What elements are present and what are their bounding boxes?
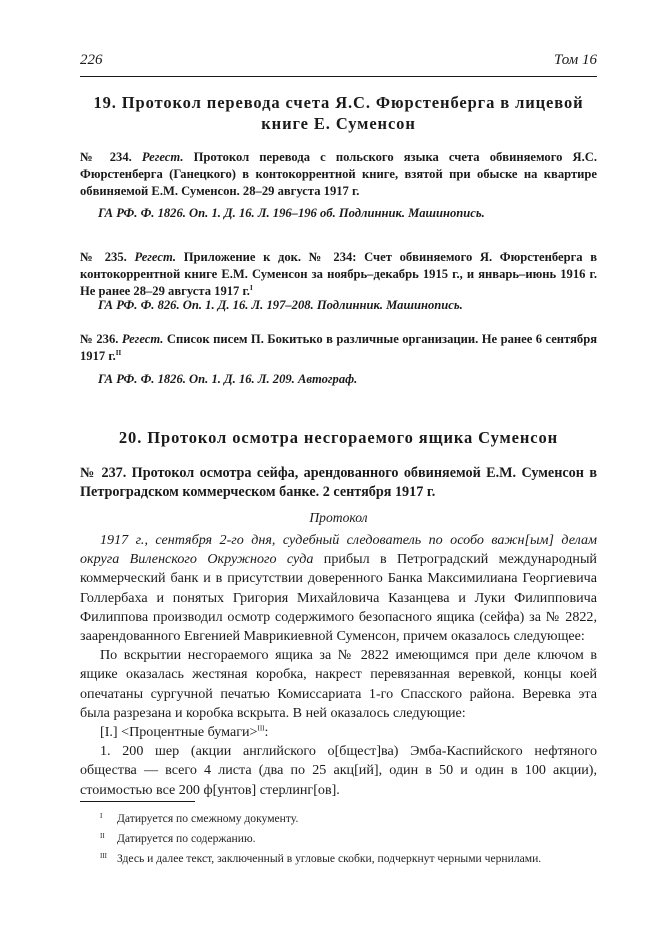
footnote-2 xyxy=(80,829,597,849)
paragraph-1-text: прибыл в Петроградский международный коммерческий банк и в присутствии доверенного Банка Максимилиана Георгиевича Голлербаха и понятых Григория Михайловича Казанцева и Луки Филипповича Филиппова производил осмотр содержимого безопасного ящика (сейфа) за № 2822, заарендованного Евгенией Маврикиевной Суменсон, причем оказалось следующее: xyxy=(80,551,597,645)
paragraph-1-italic: 1917 г., сентября 2-го дня, судебный следователь по особо важн[ым] делам округа Виленского Окружного суда xyxy=(80,532,597,568)
footnote-mark: III xyxy=(100,852,107,860)
paragraph-1 xyxy=(80,531,597,646)
footnote-ref: III xyxy=(257,724,265,733)
regest-text: Протокол перевода с польского языка счета обвиняемого Я.С. Фюрстенберга (Ганецкого) в контокоррентной книге, взятой при обыске на квартире обвиняемой Е.М. Суменсон. 28–29 августа 1917 г. xyxy=(80,150,598,198)
footnote-ref: II xyxy=(115,348,122,357)
regest-235 xyxy=(80,249,597,300)
footnote-rule xyxy=(80,801,195,802)
document-237-title: № 237. Протокол осмотра сейфа, арендованного обвиняемой Е.М. Суменсон в Петроградском коммерческом банке. 2 сентября 1917 г. xyxy=(80,465,597,500)
regest-kind: Регест. xyxy=(134,250,177,264)
paragraph-3 xyxy=(80,723,597,742)
footnote-text: Датируется по смежному документу. xyxy=(117,812,299,825)
section-19-title xyxy=(80,92,597,134)
footnote-ref: I xyxy=(249,283,253,292)
volume-label: Том 16 xyxy=(553,52,597,68)
footnote-mark: I xyxy=(100,812,103,820)
regest-number: № 236. xyxy=(80,332,119,346)
header-rule xyxy=(80,76,597,77)
footnote-text: Здесь и далее текст, заключенный в угловые скобки, подчеркнут черными чернилами. xyxy=(117,852,542,865)
document-body xyxy=(80,531,597,800)
section-20-title: 20. Протокол осмотра несгораемого ящика Суменсон xyxy=(118,428,559,447)
footnote-text: Датируется по содержанию. xyxy=(117,832,256,845)
regest-235-archive: ГА РФ. Ф. 826. Оп. 1. Д. 16. Л. 197–208. Подлинник. Машинопись. xyxy=(98,298,463,312)
paragraph-3-text: [I.] <Процентные бумаги> xyxy=(100,724,258,741)
regest-text: Приложение к док. № 234: Счет обвиняемого Я. Фюрстенберга в контокоррентной книге Е.М. Суменсон за ноябрь–декабрь 1915 г., и январь–июнь 1916 г. Не ранее 28–29 августа 1917 г. xyxy=(80,250,598,298)
footnote-3 xyxy=(80,849,597,869)
paragraph-3-tail: : xyxy=(264,724,269,741)
regest-text: Список писем П. Бокитько в различные организации. Не ранее 6 сентября 1917 г. xyxy=(80,332,598,363)
regest-234 xyxy=(80,149,597,200)
paragraph-4: 1. 200 шер (акции английского о[бщест]ва) Эмба-Каспийского нефтяного общества — всего 4 листа (два по 25 акц[ий], один в 50 и один в 100 акции), стоимостью все 200 ф[унтов] стерлинг[ов]. xyxy=(80,743,597,798)
regest-kind: Регест. xyxy=(141,150,184,164)
document-subtitle: Протокол xyxy=(309,510,368,525)
footnote-mark: II xyxy=(100,832,105,840)
page-number: 226 xyxy=(80,52,103,68)
section-19-title-line1: 19. Протокол перевода счета Я.С. Фюрстенберга в лицевой xyxy=(93,93,584,112)
regest-236-archive: ГА РФ. Ф. 1826. Оп. 1. Д. 16. Л. 209. Автограф. xyxy=(98,372,358,386)
footnote-1 xyxy=(80,809,597,829)
regest-number: № 234. xyxy=(80,150,132,164)
regest-number: № 235. xyxy=(80,250,127,264)
footnotes xyxy=(80,809,597,869)
paragraph-2: По вскрытии несгораемого ящика за № 2822 имеющимся при деле ключом в ящике оказалась жестяная коробка, накрест перевязанная веревкой, концы коей опечатаны сургучной печатью Комиссариата 1-го Спасского района. Веревка эта была разрезана и коробка вскрыта. В ней оказалось следующие: xyxy=(80,647,597,721)
regest-236 xyxy=(80,331,597,365)
regest-234-archive: ГА РФ. Ф. 1826. Оп. 1. Д. 16. Л. 196–196 об. Подлинник. Машинопись. xyxy=(98,206,485,220)
regest-kind: Регест. xyxy=(121,332,164,346)
running-head xyxy=(80,52,597,72)
section-19-title-line2: книге Е. Суменсон xyxy=(261,114,416,133)
